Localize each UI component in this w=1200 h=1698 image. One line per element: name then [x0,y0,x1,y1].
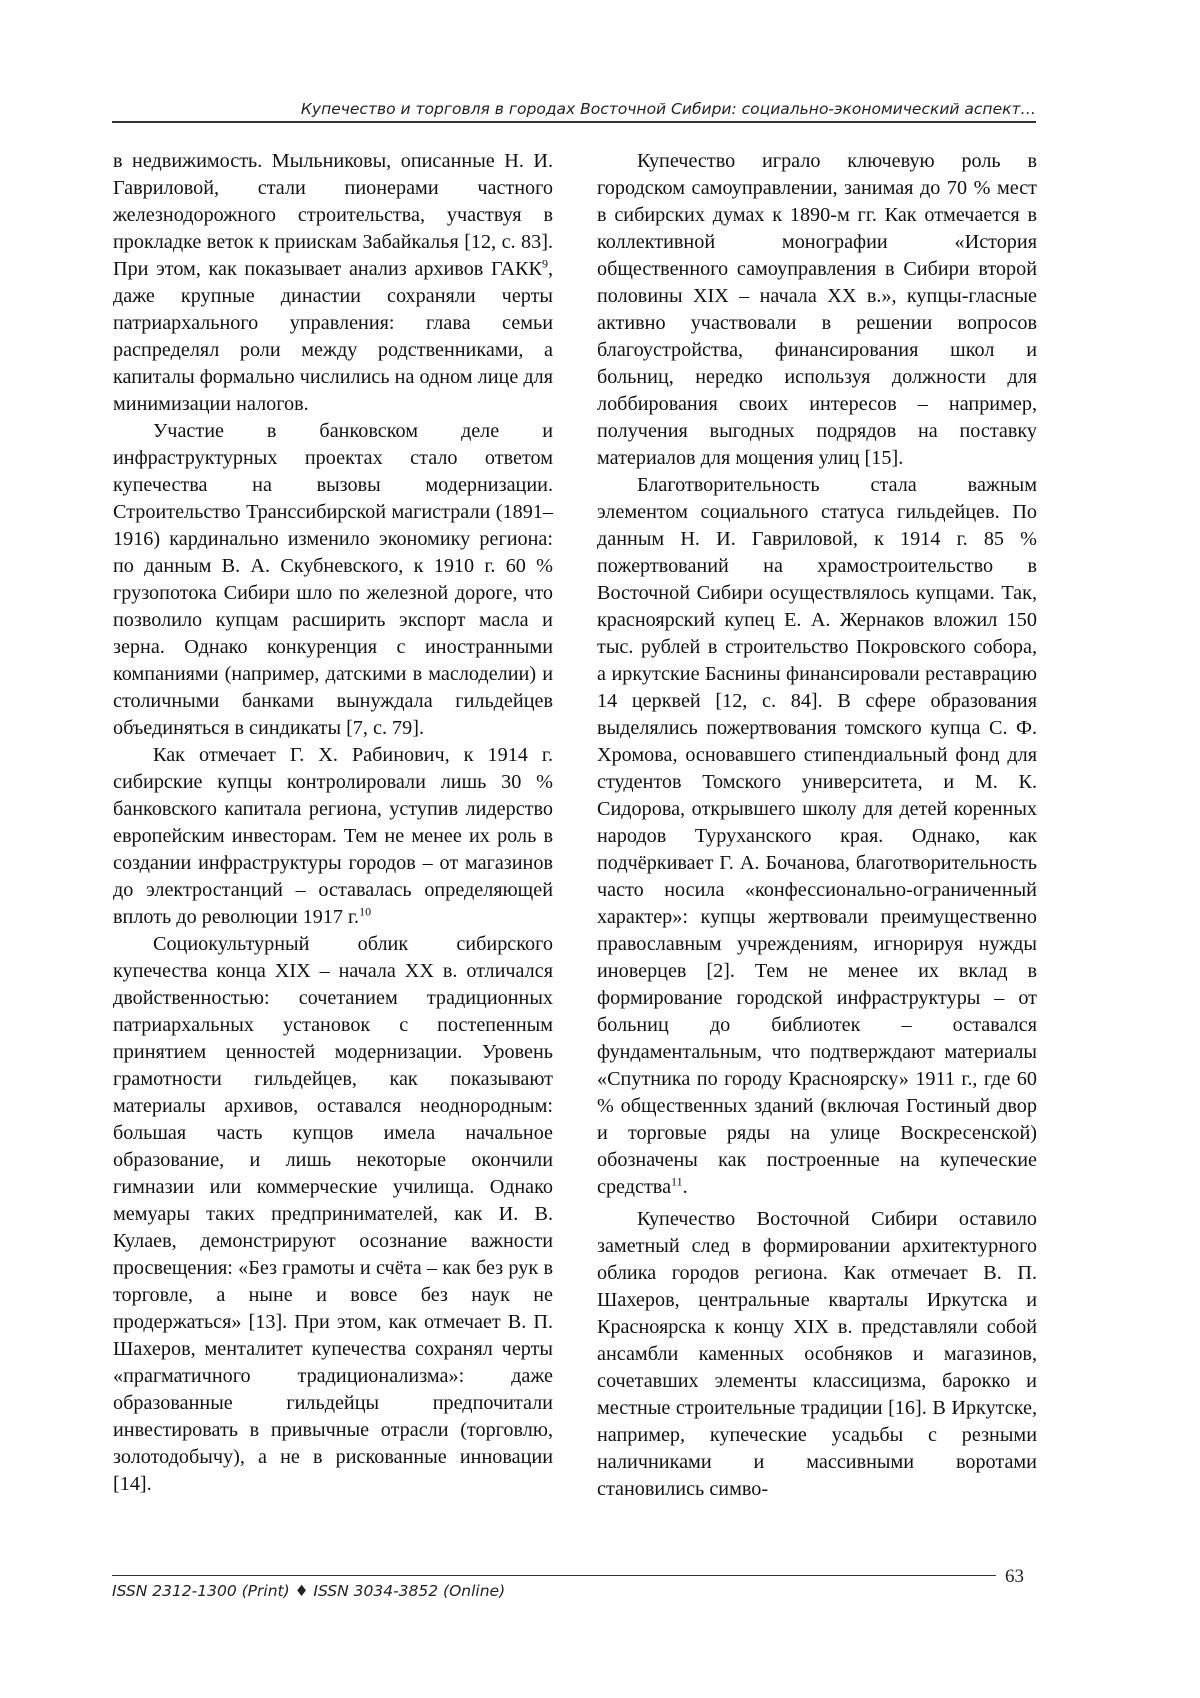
right-paragraph-2-text: Благотворительность стала важным элементом социального статуса гильдейцев. По данным Н. И. Гавриловой, к 1914 г. 85 % пожертвований на храмостроительство в Восточной Сибири осуществлялось купцами. Так, красноярский купец Е. А. Жернаков вложил 150 тыс. рублей в строительство Покровского собора, а иркутские Баснины финансировали реставрацию 14 церквей [12, с. 84]. В сфере образования выделялись пожертвования томского купца С. Ф. Хромова, основавшего стипендиальный фонд для студентов Томского университета, и М. К. Сидорова, открывшего школу для детей коренных народов Туруханского края. Однако, как подчёркивает Г. А. Бочанова, благотворительность часто носила «конфессионально-ограниченный характер»: купцы жертвовали преимущественно православным учреждениям, игнорируя нужды иноверцев [2]. Тем не менее их вклад в формирование городской инфраструктуры – от больниц до библиотек – оставался фундаментальным, что подтверждают материалы «Спутника по городу Красноярску» 1911 г., где 60 % общественных зданий (включая Гостиный двор и торговые ряды на улице Воскресенской) обозначены как построенные на купеческие средства [597,474,1037,1198]
left-paragraph-1 [113,148,553,418]
left-paragraph-1-tail: , даже крупные династии сохраняли черты патриархального управления: глава семьи распределял роли между родственниками, а капиталы формально числились на одном лице для минимизации налогов. [113,258,553,415]
left-paragraph-4: Социокультурный облик сибирского купечества конца XIX – начала XX в. отличался двойственностью: сочетанием традиционных патриархальных установок с постепенным принятием ценностей модернизации. Уровень грамотности гильдейцев, как показывают материалы архивов, оставался неоднородным: большая часть купцов имела начальное образование, и лишь некоторые окончили гимназии или коммерческие училища. Однако мемуары таких предпринимателей, как И. В. Кулаев, демонстрируют осознание важности просвещения: «Без грамоты и счёта – как без рук в торговле, а ныне и вовсе без наук не продержаться» [13]. При этом, как отмечает В. П. Шахеров, менталитет купечества сохранял черты «прагматичного традиционализма»: даже образованные гильдейцы предпочитали инвестировать в привычные отрасли (торговлю, золотодобычу), а не в рискованные инновации [14]. [113,933,553,1495]
right-paragraph-3: Купечество Восточной Сибири оставило заметный след в формировании архитектурного облика городов региона. Как отмечает В. П. Шахеров, центральные кварталы Иркутска и Красноярска к концу XIX в. представляли собой ансамбли каменных особняков и магазинов, сочетавших элементы классицизма, барокко и местные строительные традиции [16]. В Иркутске, например, купеческие усадьбы с резными наличниками и массивными воротами становились симво- [597,1208,1037,1500]
left-paragraph-2: Участие в банковском деле и инфраструктурных проектах стало ответом купечества на вызовы модернизации. Строительство Транссибирской магистрали (1891–1916) кардинально изменило экономику региона: по данным В. А. Скубневского, к 1910 г. 60 % грузопотока Сибири шло по железной дороге, что позволило купцам расширить экспорт масла и зерна. Однако конкуренция с иностранными компаниями (например, датскими в маслоделии) и столичными банками вынуждала гильдейцев объединяться в синдикаты [7, с. 79]. [113,420,553,739]
header-rule [112,121,1036,123]
issn-line: ISSN 2312-1300 (Print) ♦ ISSN 3034-3852 (Online) [112,1582,506,1600]
footnote-ref-9[interactable]: 9 [541,256,548,271]
footnote-ref-11[interactable]: 11 [671,1174,683,1189]
left-paragraph-3-text: Как отмечает Г. Х. Рабинович, к 1914 г. сибирские купцы контролировали лишь 30 % банковского капитала региона, уступив лидерство европейским инвесторам. Тем не менее их роль в создании инфраструктуры городов – от магазинов до электростанций – оставалась определяющей вплоть до революции 1917 г. [113,744,553,928]
left-column [113,148,553,1498]
right-column [597,148,1037,1503]
right-paragraph-1: Купечество играло ключевую роль в городском самоуправлении, занимая до 70 % мест в сибирских думах к 1890-м гг. Как отмечается в коллективной монографии «История общественного самоуправления в Сибири второй половины XIX – начала XX в.», купцы-гласные активно участвовали в решении вопросов благоустройства, финансирования школ и больниц, нередко используя должности для лоббирования своих интересов – например, получения выгодных подрядов на поставку материалов для мощения улиц [15]. [597,150,1037,469]
right-paragraph-2 [597,472,1037,1201]
footnote-ref-10[interactable]: 10 [359,904,372,919]
page-number: 63 [1005,1566,1024,1587]
right-paragraph-2-tail: . [682,1176,688,1198]
running-title: Купечество и торговля в городах Восточной Сибири: социально-экономический аспект… [300,100,1036,118]
left-paragraph-1-text: в недвижимость. Мыльниковы, описанные Н. И. Гавриловой, стали пионерами частного железнодорожного строительства, участвуя в прокладке веток к приискам Забайкалья [12, с. 83]. При этом, как показывает анализ архивов ГАКК [113,150,553,280]
footer-rule [112,1575,996,1576]
left-paragraph-3 [113,742,553,931]
